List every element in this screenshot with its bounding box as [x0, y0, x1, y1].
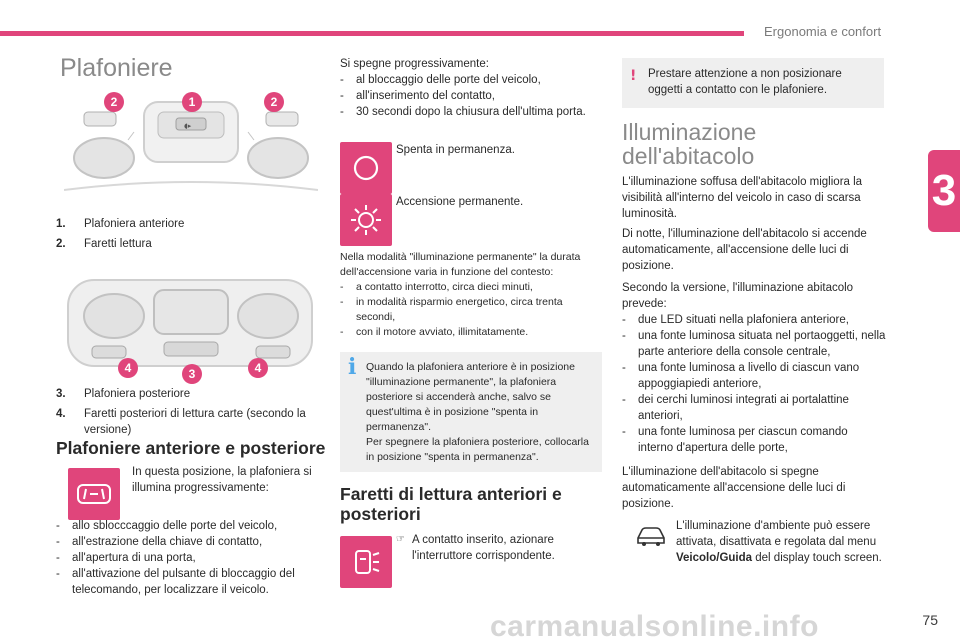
watermark: carmanualsonline.info	[490, 610, 819, 640]
callout-badge-1: 1	[182, 92, 202, 112]
interior-p4: L'illuminazione dell'abitacolo si spegne automaticamente all'accensione delle luci di posizione.	[622, 466, 846, 510]
callout-badge-2-left: 2	[104, 92, 124, 112]
list-item: - all'estrazione della chiave di contatto,	[56, 536, 263, 548]
ambient-text	[676, 518, 888, 566]
callout-badge-4-right: 4	[248, 358, 268, 378]
list-item: - 30 secondi dopo la chiusura dell'ultima porta.	[340, 106, 586, 118]
warning-box	[622, 58, 884, 108]
car-icon	[634, 522, 668, 548]
callout-badge-4-left: 4	[118, 358, 138, 378]
list-item: - a contatto interrotto, circa dieci minuti,	[340, 281, 533, 293]
list-item: - in modalità risparmio energetico, circa trenta secondi,	[340, 296, 563, 323]
legend-item: 1. Plafoniera anteriore	[56, 218, 185, 230]
lamp-on-icon	[349, 203, 383, 237]
section-title-front-rear: Plafoniere anteriore e posteriore	[56, 438, 326, 458]
page-number: 75	[922, 612, 938, 628]
hand-pointer-icon: ☞	[396, 534, 405, 545]
reading-lamp-icon	[351, 547, 381, 577]
front-rear-bullets	[56, 518, 322, 598]
interior-p3: Secondo la versione, l'illuminazione abitacolo prevede:	[622, 282, 854, 310]
list-item: - dei cerchi luminosi integrati ai portalattine anteriori,	[622, 394, 849, 422]
door-position-icon-box	[68, 468, 120, 520]
interior-p2: Di notte, l'illuminazione dell'abitacolo si accende automaticamente, all'accensione delle luci di posizione.	[622, 228, 867, 272]
legend-item: 4. Faretti posteriori di lettura carte (secondo la versione)	[56, 408, 306, 436]
duration-intro: Nella modalità "illuminazione permanente" la durata dell'accensione varia in funzione del contesto:	[340, 251, 581, 278]
off-icon-box	[340, 142, 392, 194]
chapter-title: Ergonomia e confort	[764, 24, 882, 39]
on-icon-box	[340, 194, 392, 246]
legend-item: 2. Faretti lettura	[56, 238, 152, 250]
list-item: - al bloccaggio delle porte del veicolo,	[340, 74, 541, 86]
legend-rear	[56, 386, 322, 442]
info-box	[340, 352, 602, 472]
list-item: - all'attivazione del pulsante di bloccaggio del telecomando, per localizzare il veicolo.	[56, 568, 295, 596]
chapter-tab: 3	[928, 150, 960, 232]
ambient-text-part-1: L'illuminazione d'ambiente può essere attivata, disattivata e regolata dal menu	[676, 520, 877, 548]
list-item: - una fonte luminosa per ciascun comando interno d'apertura delle porte,	[622, 426, 848, 454]
list-item: - una fonte luminosa a livello di ciascun vano appoggiapiedi anteriore,	[622, 362, 860, 390]
callout-badge-3: 3	[182, 364, 202, 384]
door-lamp-icon	[74, 479, 114, 509]
legend-item: 3. Plafoniera posteriore	[56, 388, 191, 400]
top-accent-bar	[0, 31, 744, 36]
list-item: - all'inserimento del contatto,	[340, 90, 495, 102]
info-text-1: Quando la plafoniera anteriore è in posizione "illuminazione permanente", la plafoniera posteriore si accenderà anche, salvo se quest'ultima è in posizione "spenta in permanenza".	[366, 361, 575, 433]
reading-text: A contatto inserito, azionare l'interruttore corrispondente.	[412, 534, 555, 562]
warning-icon: !	[630, 68, 637, 84]
lamp-off-icon	[351, 153, 381, 183]
svg-text:◖▸: ◖▸	[184, 122, 192, 130]
ambient-menu-name: Veicolo/Guida	[676, 552, 753, 564]
ambient-car-icon-box	[634, 522, 668, 548]
info-text-2: Per spegnere la plafoniera posteriore, collocarla in posizione "spenta in permanenza".	[366, 436, 589, 463]
section-title-reading: Faretti di lettura anteriori e posteriori	[340, 484, 562, 524]
duration-bullets	[340, 280, 602, 340]
callout-badge-2-right: 2	[264, 92, 284, 112]
off-label: Spenta in permanenza.	[396, 144, 515, 156]
off-intro: Si spegne progressivamente:	[340, 58, 489, 70]
list-item: - una fonte luminosa situata nel portaoggetti, nella parte anteriore della console centrale,	[622, 330, 886, 358]
rear-lamp-illustration	[64, 272, 318, 380]
reading-icon-box	[340, 536, 392, 588]
front-lamp-illustration	[64, 92, 318, 204]
off-bullets	[340, 72, 602, 120]
interior-p1: L'illuminazione soffusa dell'abitacolo migliora la visibilità all'interno del veicolo in caso di scarsa luminosità.	[622, 176, 863, 220]
interior-bullets	[622, 312, 886, 456]
position-text: In questa posizione, la plafoniera si illumina progressivamente:	[132, 466, 312, 494]
legend-front	[56, 216, 322, 256]
reading-text-block	[396, 532, 596, 564]
ambient-text-part-2: del display touch screen.	[752, 552, 882, 564]
page-title: Plafoniere	[60, 54, 173, 82]
list-item: - allo sblocccaggio delle porte del veicolo,	[56, 520, 278, 532]
warning-text: Prestare attenzione a non posizionare oggetti a contatto con le plafoniere.	[648, 68, 842, 96]
list-item: - all'apertura di una porta,	[56, 552, 196, 564]
on-label: Accensione permanente.	[396, 196, 524, 208]
section-title-interior: Illuminazione dell'abitacolo	[622, 119, 757, 169]
list-item: - due LED situati nella plafoniera anteriore,	[622, 314, 849, 326]
info-icon: i	[348, 354, 357, 380]
list-item: - con il motore avviato, illimitatamente.	[340, 326, 529, 338]
